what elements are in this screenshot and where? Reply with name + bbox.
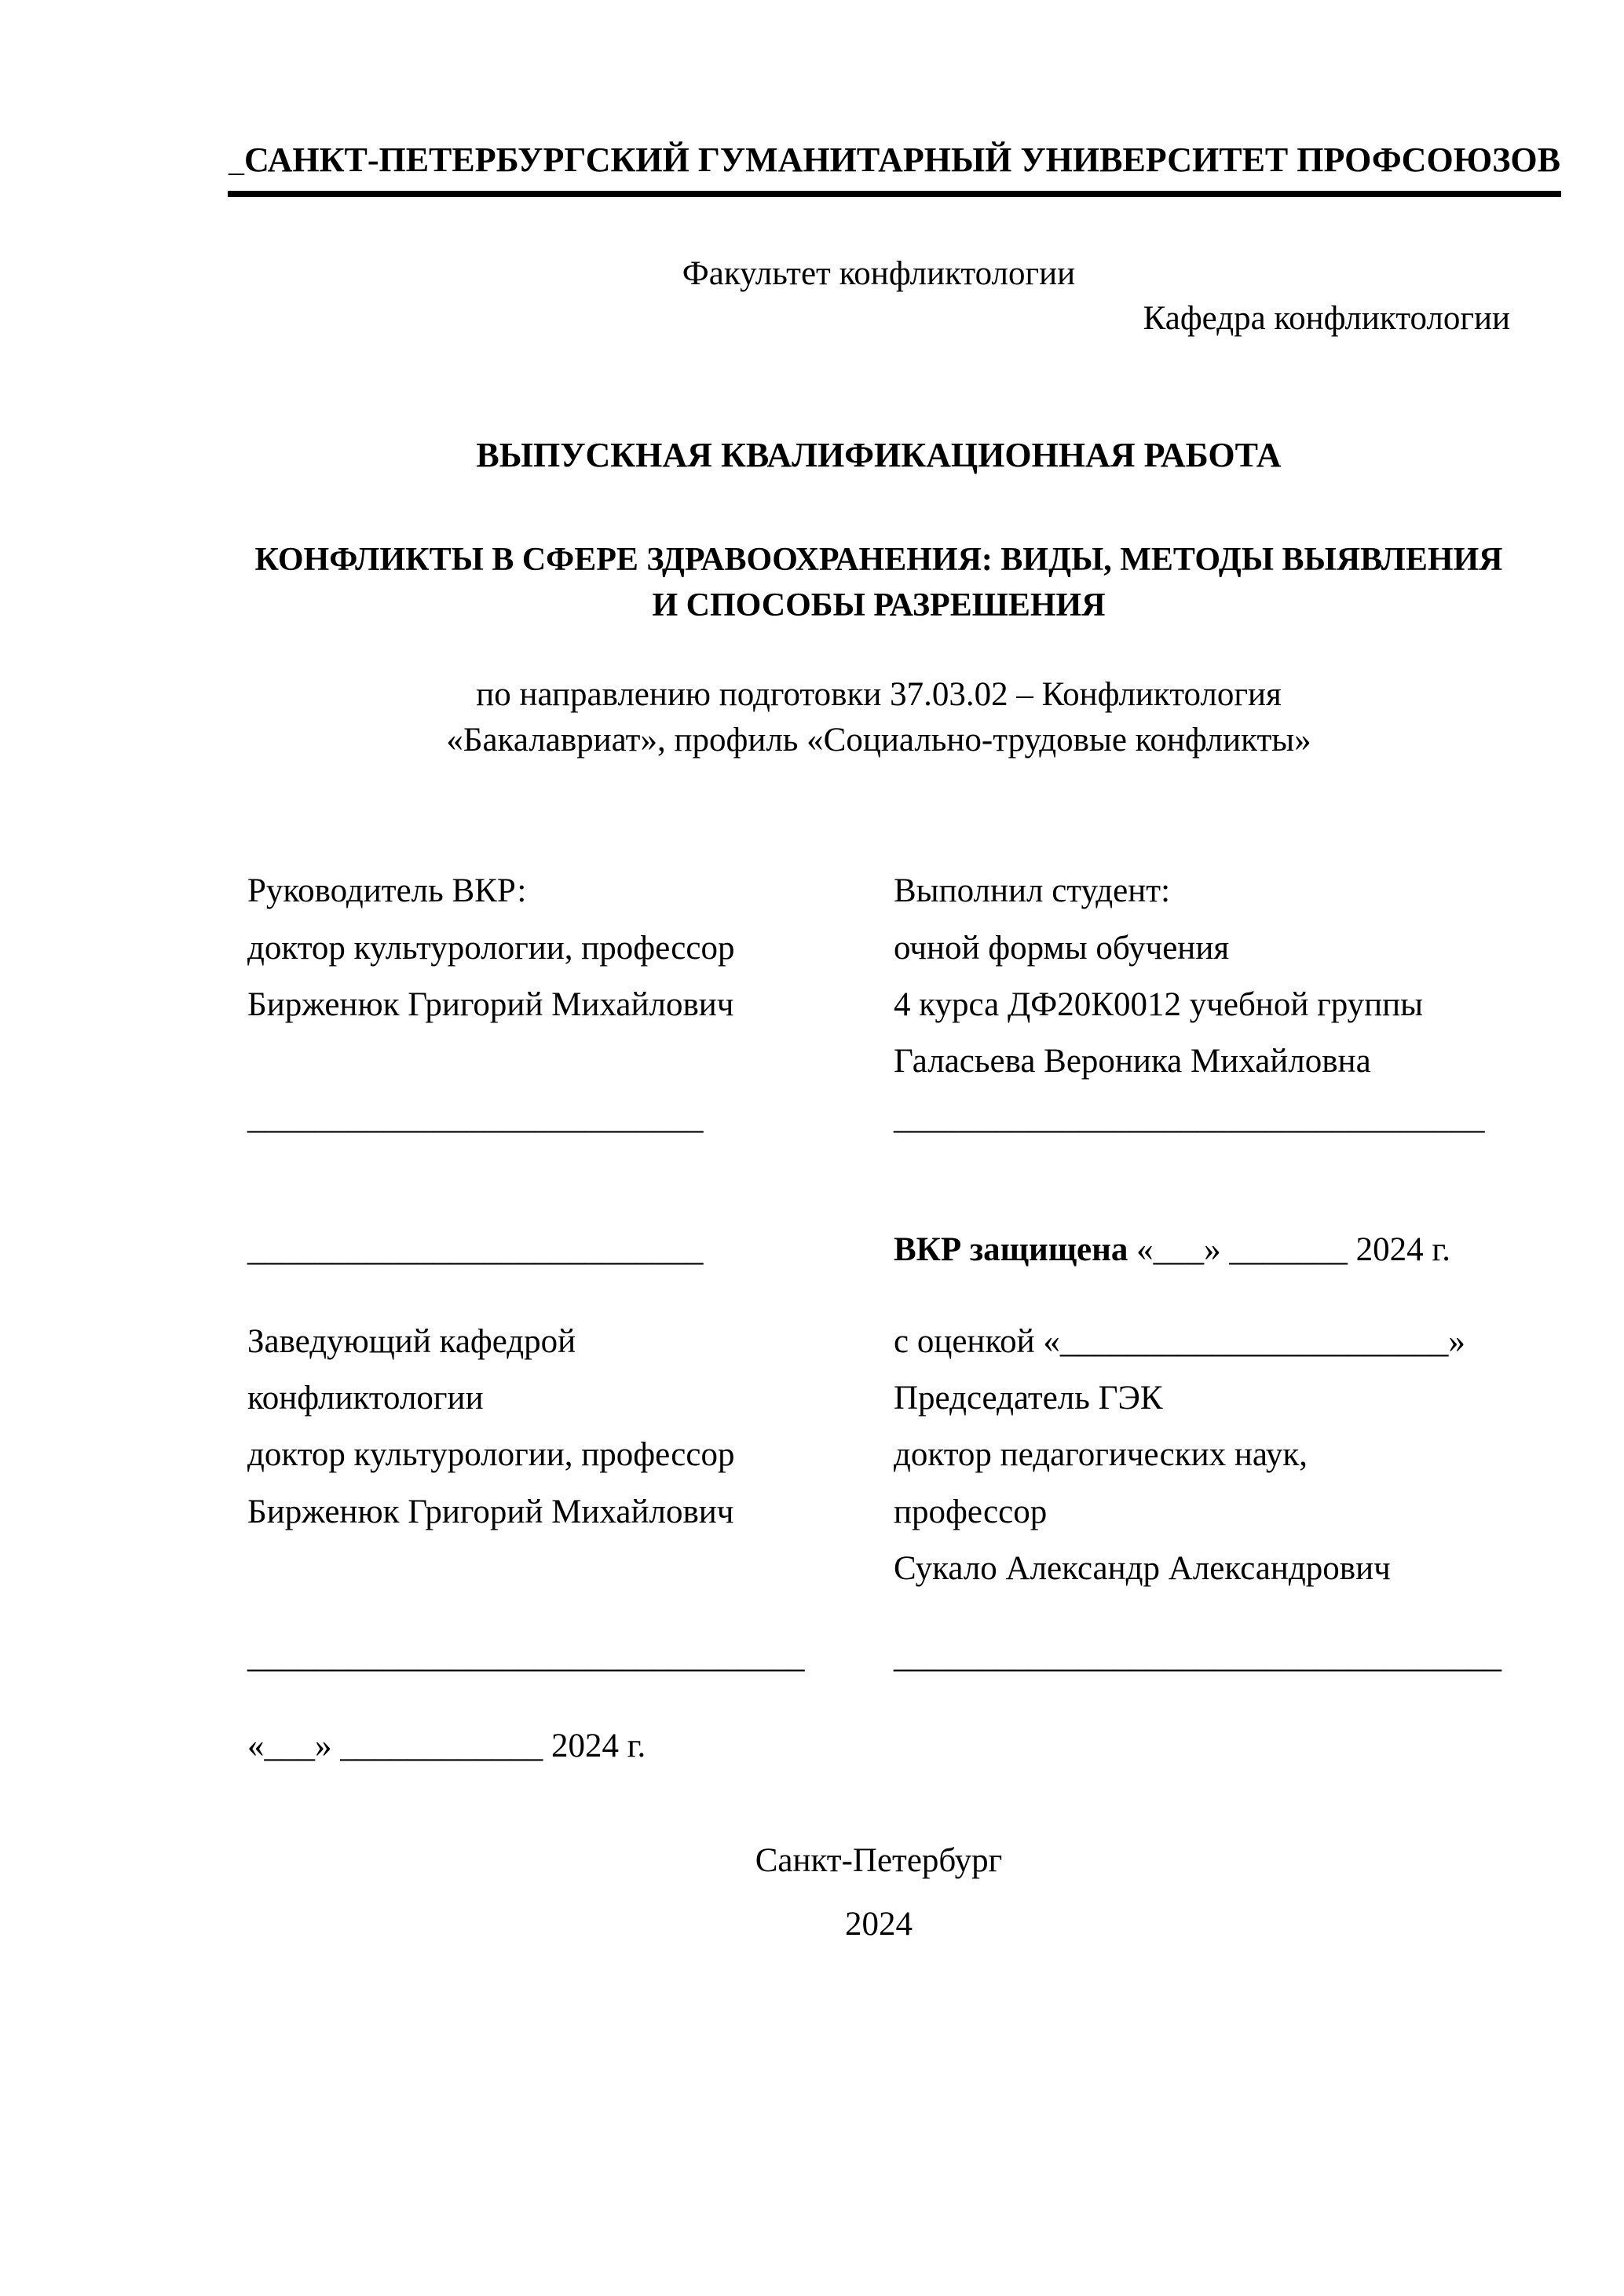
head-name: Бирженюк Григорий Михайлович	[247, 1493, 734, 1530]
defense-label-rest: «___» _______ 2024 г.	[1128, 1230, 1450, 1268]
supervisor-label: Руководитель ВКР:	[247, 872, 527, 910]
row-signature-lines-2	[247, 1629, 1510, 1685]
program-direction-line: по направлению подготовки 37.03.02 – Конфликтология	[476, 676, 1282, 714]
row-head-date	[247, 1718, 1510, 1775]
row-chair-name	[247, 1541, 1510, 1597]
chair-name: Сукало Александр Александрович	[894, 1549, 1391, 1587]
defense-date-line	[894, 1222, 1510, 1278]
student-study-form: очной формы обучения	[894, 929, 1230, 967]
faculty-line: Факультет конфликтологии	[682, 254, 1076, 292]
student-name: Галасьева Вероника Михайловна	[894, 1043, 1371, 1080]
row-defense	[247, 1222, 1510, 1278]
chair-rank: профессор	[894, 1493, 1048, 1530]
department-line: Кафедра конфликтологии	[1143, 299, 1510, 337]
thesis-title-line-1: КОНФЛИКТЫ В СФЕРЕ ЗДРАВООХРАНЕНИЯ: ВИДЫ, МЕТОДЫ ВЫЯВЛЕНИЯ	[254, 542, 1503, 579]
head-of-department-line-2: конфликтологии	[247, 1380, 484, 1417]
row-degree-form	[247, 920, 1510, 977]
row-head-grade	[247, 1314, 1510, 1370]
chair-degree: доктор педагогических наук,	[894, 1436, 1308, 1474]
row-head-chair	[247, 1370, 1510, 1427]
head-of-department-line-1: Заведующий кафедрой	[247, 1322, 576, 1360]
defense-signature-line: ___________________________	[247, 1230, 704, 1268]
row-signature-lines-1	[247, 1090, 1510, 1146]
defense-label-bold: ВКР защищена	[894, 1230, 1128, 1268]
row-student-name	[247, 1033, 1510, 1090]
row-head-name-rank	[247, 1484, 1510, 1541]
spacer-cell	[247, 1541, 894, 1597]
program-info	[247, 672, 1510, 762]
spacer-cell	[894, 1718, 1510, 1775]
grade-line: с оценкой «_______________________»	[894, 1322, 1465, 1360]
program-profile-line: «Бакалавриат», профиль «Социально-трудовые конфликты»	[446, 721, 1311, 759]
student-signature-line: ___________________________________	[894, 1099, 1485, 1137]
thesis-title	[247, 538, 1510, 629]
head-degree: доктор культурологии, профессор	[247, 1436, 735, 1474]
thesis-title-line-2: И СПОСОБЫ РАЗРЕШЕНИЯ	[652, 587, 1106, 624]
chair-signature-line: ____________________________________	[894, 1638, 1501, 1675]
signatures-section	[247, 863, 1510, 1775]
spacer-cell	[247, 1033, 894, 1090]
row-degrees	[247, 1427, 1510, 1483]
student-label: Выполнил студент:	[894, 872, 1171, 910]
head-date-line: «___» ____________ 2024 г.	[247, 1727, 646, 1765]
university-name: САНКТ-ПЕТЕРБУРГСКИЙ ГУМАНИТАРНЫЙ УНИВЕРСИТЕТ ПРОФСОЮЗОВ	[243, 141, 1561, 179]
gek-chair-title: Председатель ГЭК	[894, 1380, 1163, 1417]
year-line: 2024	[845, 1906, 913, 1943]
row-name-group	[247, 977, 1510, 1033]
supervisor-degree: доктор культурологии, профессор	[247, 929, 735, 967]
head-signature-line: _________________________________	[247, 1638, 805, 1675]
university-header	[228, 140, 1561, 197]
row-labels	[247, 863, 1510, 919]
supervisor-signature-line: ___________________________	[247, 1099, 704, 1137]
student-group: 4 курса ДФ20К0012 учебной группы	[894, 985, 1424, 1023]
work-type-heading: ВЫПУСКНАЯ КВАЛИФИКАЦИОННАЯ РАБОТА	[476, 436, 1282, 475]
stray-underscore-mark: _	[228, 143, 244, 178]
city-line: Санкт-Петербург	[755, 1842, 1003, 1880]
supervisor-name: Бирженюк Григорий Михайлович	[247, 985, 734, 1023]
